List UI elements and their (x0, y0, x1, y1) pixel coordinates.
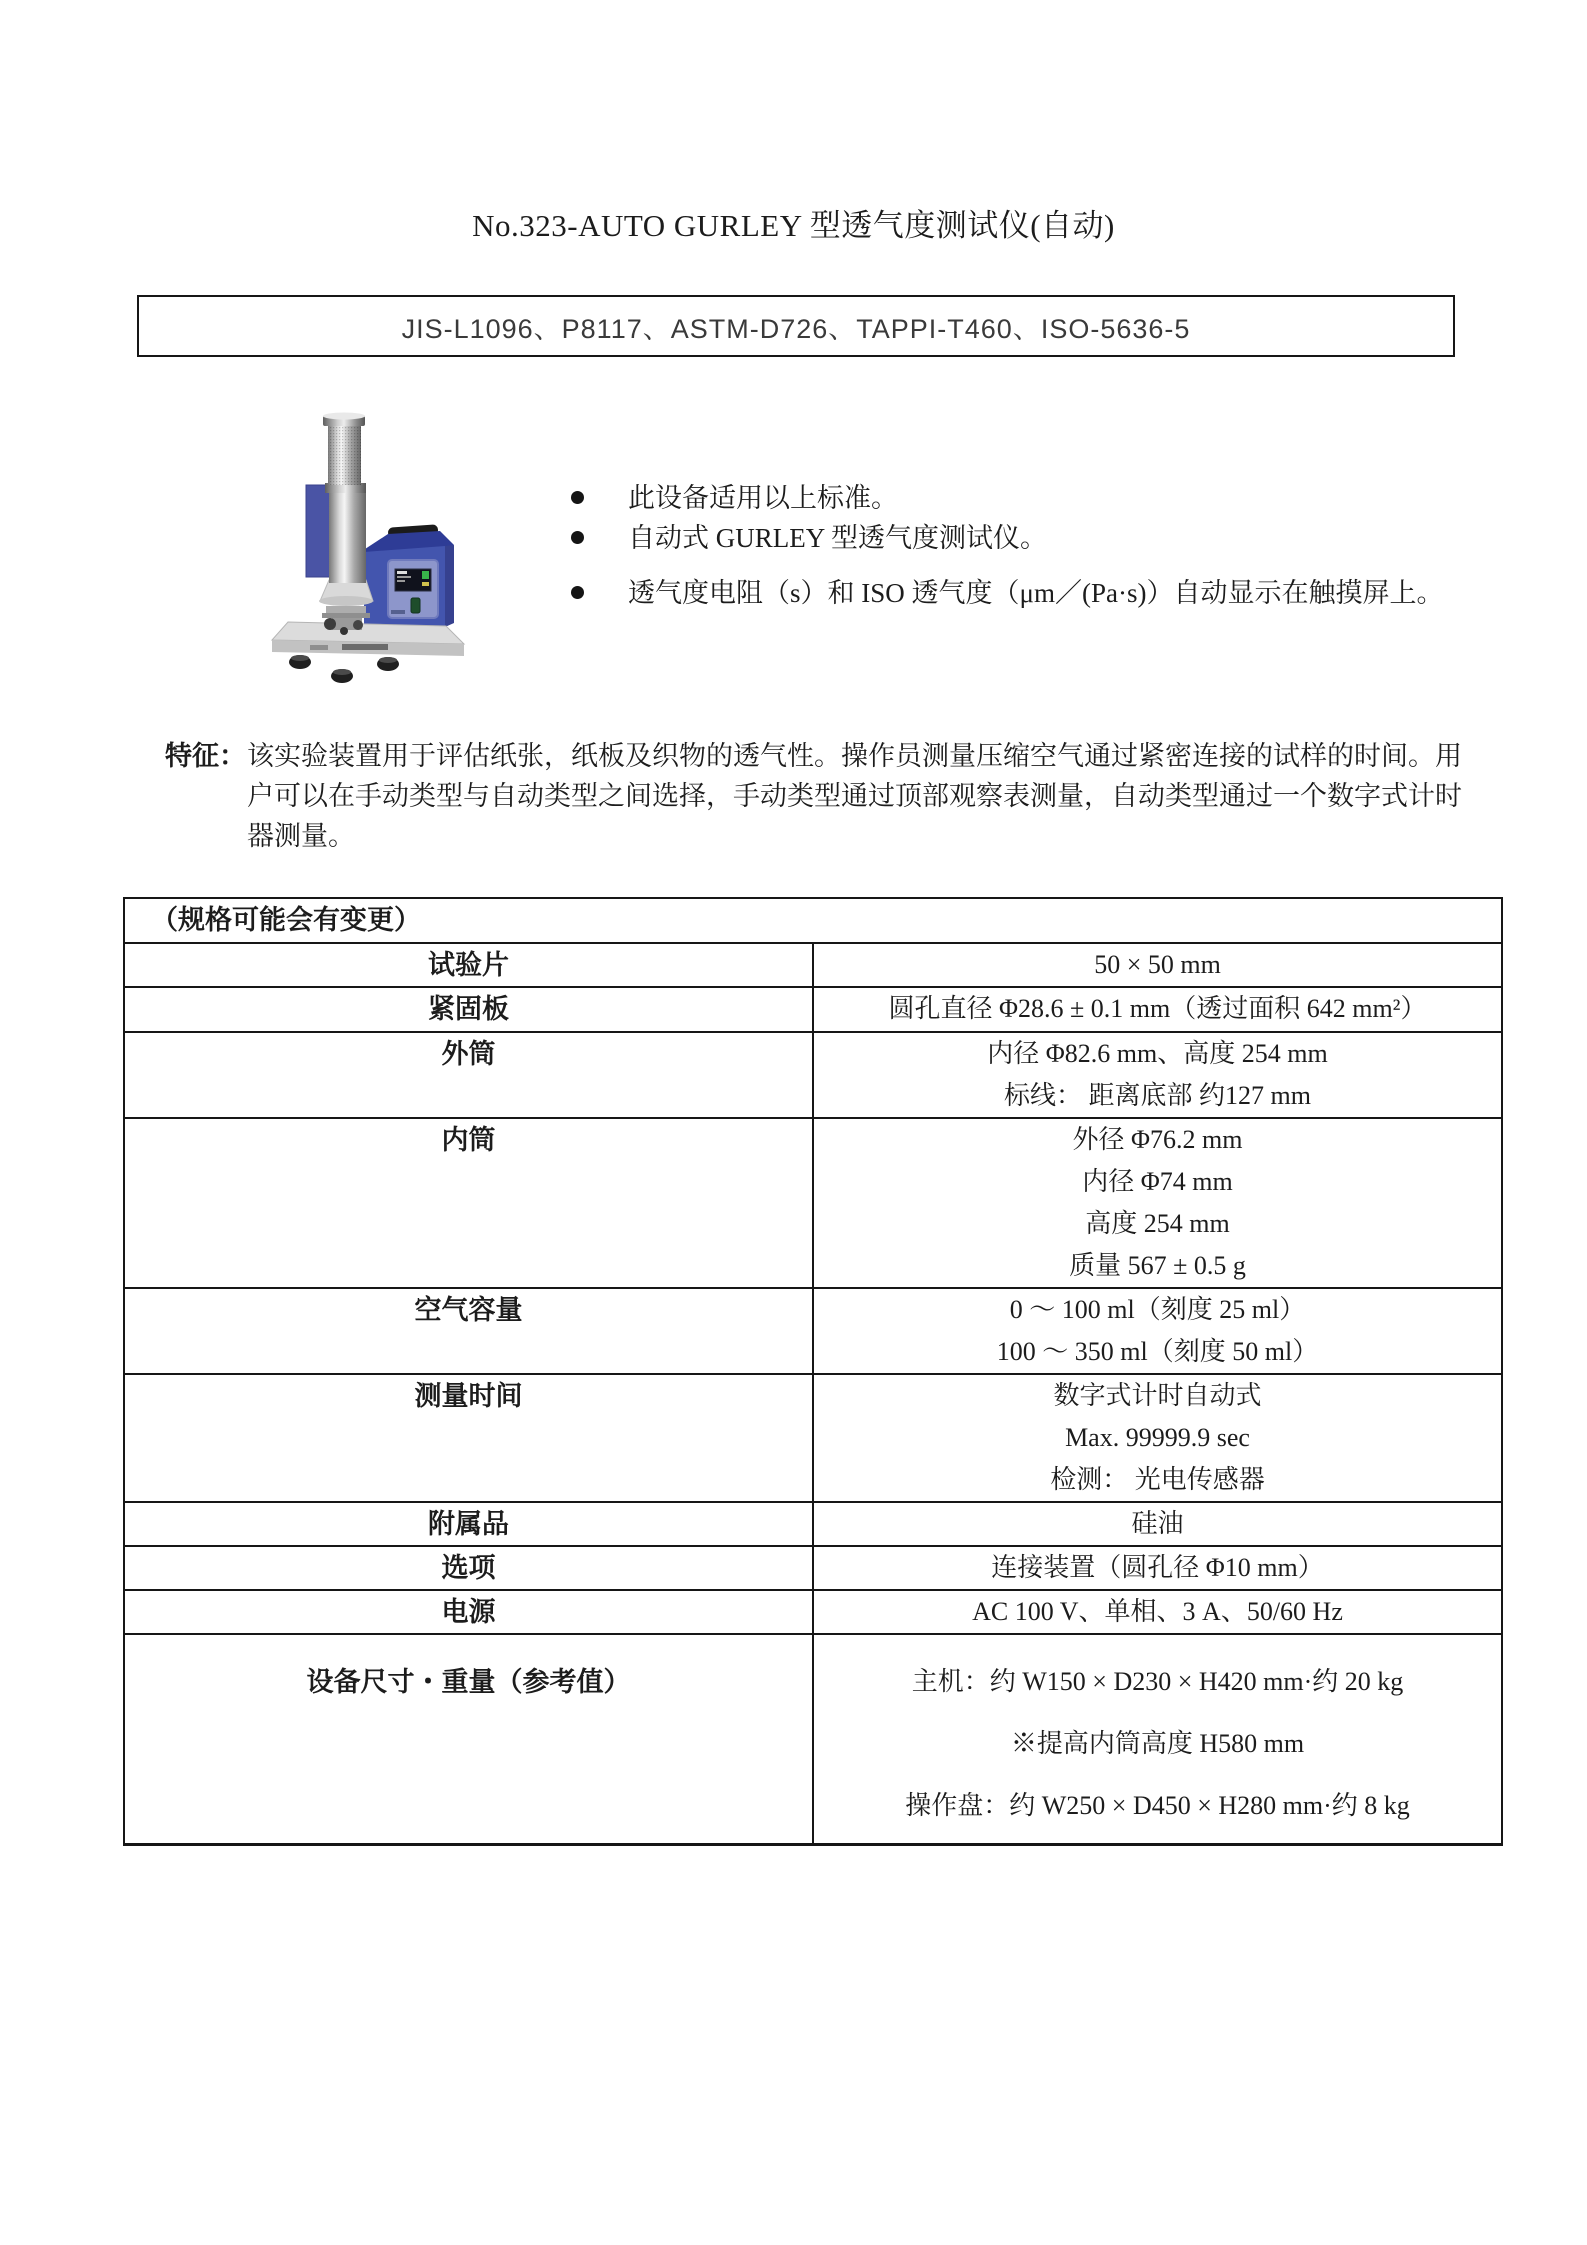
standards-box (137, 295, 1455, 357)
spec-label: 设备尺寸・重量（参考值） (124, 1634, 813, 1844)
base-slot (342, 644, 388, 650)
base-feet (289, 655, 399, 683)
list-item (571, 518, 1443, 558)
spec-value-line: 主机：约 W150 × D230 × H420 mm·约 20 kg (911, 1667, 1404, 1696)
feature-bullet-list (571, 478, 1443, 613)
spec-value-line: 检测： 光电传感器 (1050, 1465, 1265, 1494)
bullet-icon (571, 586, 584, 599)
spec-label: 选项 (124, 1546, 813, 1590)
spec-value-line: Max. 99999.9 sec (1065, 1423, 1250, 1452)
gurley-tester-illustration (192, 388, 492, 688)
spec-label: 内筒 (124, 1118, 813, 1288)
spec-value-line: 0 ～ 100 ml（刻度 25 ml） (1009, 1295, 1306, 1324)
device-support-slab (306, 485, 330, 577)
features-line: 户可以在手动类型与自动类型之间选择，手动类型通过顶部观察表测量，自动类型通过一个数字式计时 (247, 781, 1462, 811)
spec-value-line: 数字式计时自动式 (1053, 1381, 1262, 1410)
device-outer-cylinder (325, 483, 366, 583)
table-row (124, 943, 1502, 987)
spec-label: 附属品 (124, 1502, 813, 1546)
table-row (124, 1374, 1502, 1502)
table-row (124, 1546, 1502, 1590)
spec-value-line: 高度 254 mm (1085, 1209, 1230, 1238)
features-line: 器测量。 (247, 821, 355, 851)
spec-value-line: ※提高内筒高度 H580 mm (1010, 1729, 1305, 1758)
spec-value-line: 操作盘：约 W250 × D450 × H280 mm·约 8 kg (905, 1791, 1410, 1820)
product-photo (192, 388, 492, 688)
bullet-text: 自动式 GURLEY 型透气度测试仪。 (628, 523, 1047, 553)
table-row (124, 1288, 1502, 1374)
spec-value-line: 圆孔直径 Φ28.6 ± 0.1 mm（透过面积 642 mm²） (888, 994, 1427, 1023)
standards-text: JIS-L1096、P8117、ASTM-D726、TAPPI-T460、ISO-5636-5 (401, 313, 1191, 344)
spec-value-line: 外径 Φ76.2 mm (1072, 1125, 1243, 1154)
table-row (124, 1590, 1502, 1634)
spec-value-line: 连接装置（圆孔径 Φ10 mm） (991, 1553, 1324, 1582)
screen-green-indicator (422, 571, 429, 579)
features-line: 该实验装置用于评估纸张，纸板及织物的透气性。操作员测量压缩空气通过紧密连接的试样的时间。用 (247, 741, 1462, 771)
bullet-icon (571, 531, 584, 544)
spec-label: 试验片 (124, 943, 813, 987)
device-power-button (411, 598, 420, 613)
table-row (124, 1118, 1502, 1288)
list-item (571, 478, 1443, 518)
device-inner-cylinder (323, 413, 365, 486)
bullet-icon (571, 491, 584, 504)
screen-text-line (397, 571, 407, 574)
table-row (124, 987, 1502, 1032)
spec-table (123, 897, 1503, 1846)
screen-text-line (397, 576, 411, 578)
list-item (571, 573, 1443, 613)
spec-value-line: AC 100 V、单相、3 A、50/60 Hz (972, 1597, 1343, 1626)
table-row (124, 1502, 1502, 1546)
spec-value-line: 硅油 (1131, 1509, 1184, 1538)
spec-label: 测量时间 (124, 1374, 813, 1502)
spec-note: （规格可能会有变更） (124, 898, 1502, 943)
bullet-text: 此设备适用以上标准。 (628, 483, 898, 513)
cylinder-cap-top (323, 413, 365, 420)
spec-value-line: 质量 567 ± 0.5 g (1069, 1251, 1246, 1280)
features-text (247, 736, 1500, 856)
screen-yellow-indicator (422, 582, 429, 586)
spec-value-line: 100 ～ 350 ml（刻度 50 ml） (996, 1337, 1319, 1366)
features-label: 特征： (165, 741, 246, 771)
table-row (124, 1032, 1502, 1118)
spec-label: 紧固板 (124, 987, 813, 1032)
device-nameplate (391, 610, 405, 614)
features-paragraph (165, 736, 1500, 856)
spec-value-line: 内径 Φ74 mm (1082, 1167, 1233, 1196)
spec-value-line: 标线： 距离底部 约127 mm (1004, 1081, 1311, 1110)
bullet-text: 透气度电阻（s）和 ISO 透气度（μm／(Pa·s)）自动显示在触摸屏上。 (628, 578, 1444, 608)
spec-label: 外筒 (124, 1032, 813, 1118)
spec-label: 电源 (124, 1590, 813, 1634)
table-note-row (124, 898, 1502, 943)
device-box-side (445, 545, 454, 627)
device-base-plate (272, 622, 464, 656)
spec-label: 空气容量 (124, 1288, 813, 1374)
screen-text-line (397, 580, 405, 582)
table-row (124, 1634, 1502, 1844)
spec-value-line: 内径 Φ82.6 mm、高度 254 mm (987, 1039, 1328, 1068)
base-slot (310, 645, 328, 650)
page-title: No.323-AUTO GURLEY 型透气度测试仪(自动) (472, 208, 1115, 243)
spec-value-line: 50 × 50 mm (1094, 950, 1221, 979)
